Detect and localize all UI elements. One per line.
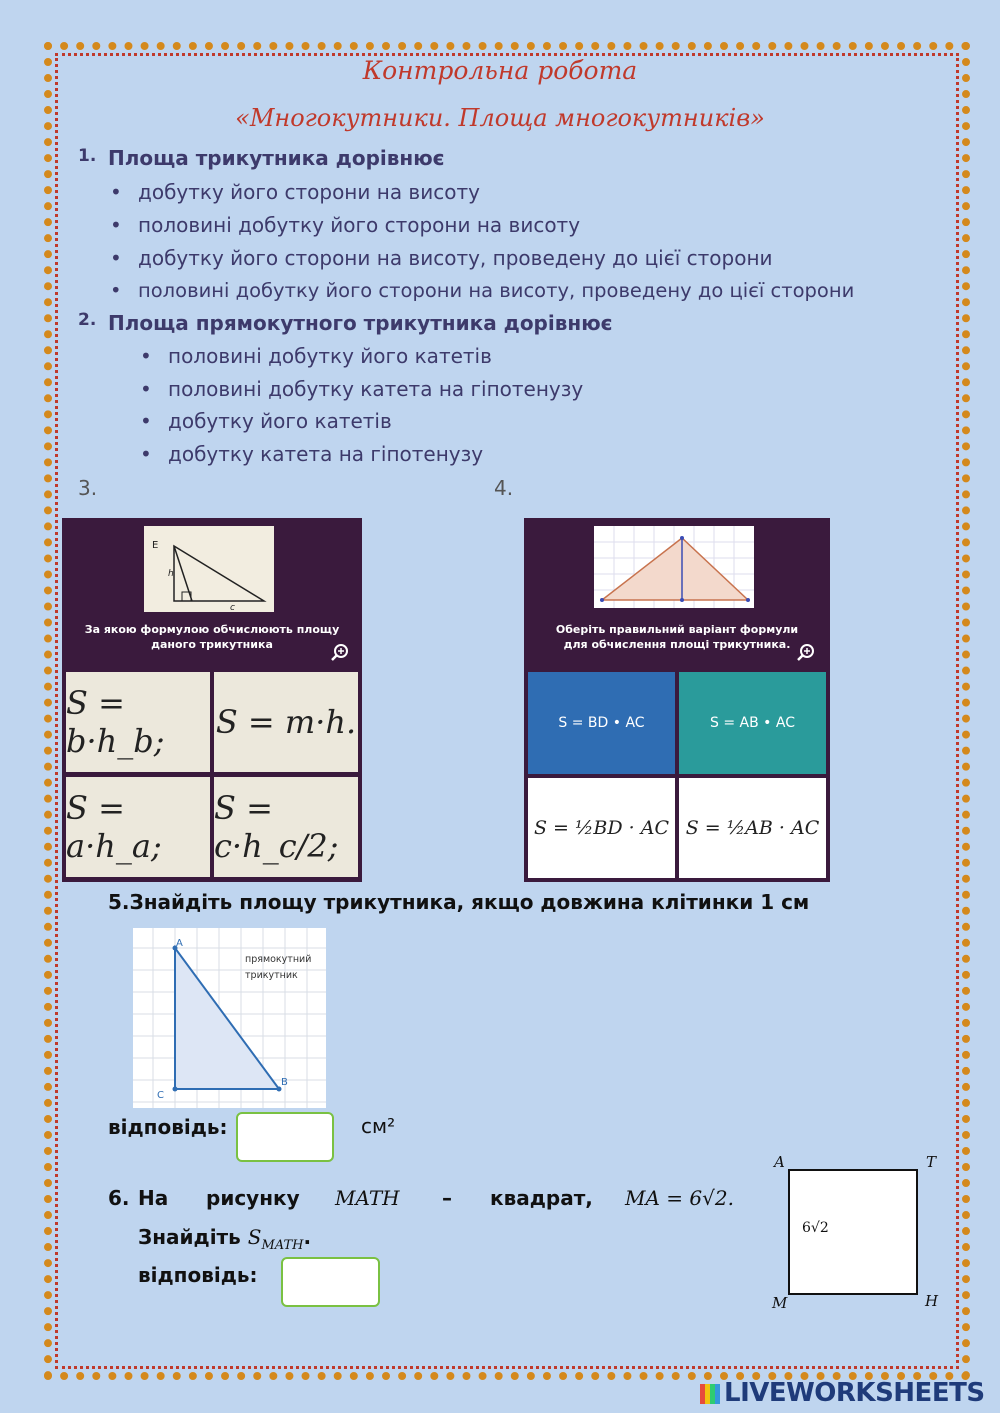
q3-answer-tile[interactable]: S = m·h. [214, 672, 358, 772]
q4-card [524, 518, 830, 882]
q6-dash: – [442, 1186, 452, 1210]
q1-option[interactable]: • половині добутку його сторони на висоту, проведену до цієї сторони [138, 279, 854, 302]
zoom-icon[interactable] [796, 642, 816, 662]
q6-number: 6. [108, 1186, 130, 1210]
q5-answer-label: відповідь: [108, 1115, 228, 1139]
q4-triangle-figure [594, 526, 754, 608]
q1-question: Площа трикутника дорівнює [108, 146, 445, 170]
q6-vertex-a: A [774, 1153, 785, 1171]
q2-question: Площа прямокутного трикутника дорівнює [108, 311, 613, 335]
q5-vertex-a: A [176, 938, 183, 949]
q6-side-length: 6√2 [802, 1220, 829, 1236]
zoom-icon[interactable] [330, 642, 350, 662]
q3-card [62, 518, 362, 882]
q5-vertex-c: C [157, 1090, 164, 1101]
q2-option[interactable]: • добутку катета на гіпотенузу [168, 442, 483, 466]
q3-triangle-image [144, 526, 274, 612]
q6-find-s: S [247, 1225, 262, 1249]
q2-option[interactable]: • половині добутку катета на гіпотенузу [168, 377, 583, 401]
logo-icon [700, 1384, 720, 1404]
q4-answer-tile[interactable]: S = AB • AC [679, 672, 826, 774]
q6-find: Знайдіть $S_{MATH}$. [138, 1225, 312, 1253]
q6-word: рисунку [206, 1186, 300, 1210]
liveworksheets-logo [700, 1378, 985, 1408]
q2-option[interactable]: • добутку його катетів [168, 409, 392, 433]
page-subtitle: «Многокутники. Площа многокутників» [235, 104, 765, 132]
q6-word: квадрат, [490, 1186, 593, 1210]
q5-figure-label: прямокутний трикутник [245, 954, 312, 981]
q1-option[interactable]: • добутку його сторони на висоту, проведену до цієї сторони [138, 246, 773, 270]
q4-number: 4. [494, 476, 514, 500]
page-title: Контрольна робота [362, 56, 638, 85]
q3-number: 3. [78, 476, 98, 500]
q3-answer-tile[interactable]: S = a·h_a; [66, 777, 210, 877]
q6-vertex-t: T [926, 1153, 937, 1171]
q4-triangle-image [594, 526, 754, 608]
q3-prompt: За якою формулою обчислюють площу даного трикутника [84, 623, 340, 651]
q5-unit: см² [361, 1114, 396, 1138]
q3-answer-tile[interactable]: S = b·h_b; [66, 672, 210, 772]
q5-figure [133, 928, 326, 1108]
q2-option[interactable]: • половині добутку його катетів [168, 344, 492, 368]
q5-answer-input[interactable] [236, 1112, 334, 1162]
q3-label-e: E [152, 540, 159, 551]
q3-label-h: h [168, 569, 174, 579]
q6-math-name: MATH [335, 1186, 400, 1210]
q1-option[interactable]: • добутку його сторони на висоту [138, 180, 480, 204]
q3-label-c: c [230, 603, 235, 612]
q4-prompt: Оберіть правильний варіант формули для обчислення площі трикутника. [555, 623, 799, 651]
logo-text: LIVEWORKSHEETS [724, 1378, 985, 1408]
q6-math-given: MA = 6√2. [625, 1186, 734, 1210]
q6-vertex-m: M [772, 1294, 788, 1312]
q6-vertex-h: H [925, 1292, 939, 1310]
q6-answer-label: відповідь: [138, 1263, 258, 1287]
q1-option[interactable]: • половині добутку його сторони на висоту [138, 213, 580, 237]
q4-answer-tile[interactable]: S = ½AB · AC [679, 778, 826, 878]
q6-find-text: Знайдіть [138, 1225, 241, 1249]
q3-triangle-figure [144, 526, 274, 612]
q4-answer-tile[interactable]: S = BD • AC [528, 672, 675, 774]
q6-find-sub: MATH [261, 1238, 304, 1253]
q6-answer-input[interactable] [281, 1257, 380, 1307]
q5-vertex-b: B [281, 1077, 288, 1088]
q2-number: 2. [78, 310, 97, 330]
q3-answer-tile[interactable]: S = c·h_c/2; [214, 777, 358, 877]
q1-number: 1. [78, 146, 97, 166]
q6-word: На [138, 1186, 169, 1210]
q5-question: 5.Знайдіть площу трикутника, якщо довжина клітинки 1 см [108, 890, 810, 914]
q4-answer-tile[interactable]: S = ½BD · AC [528, 778, 675, 878]
